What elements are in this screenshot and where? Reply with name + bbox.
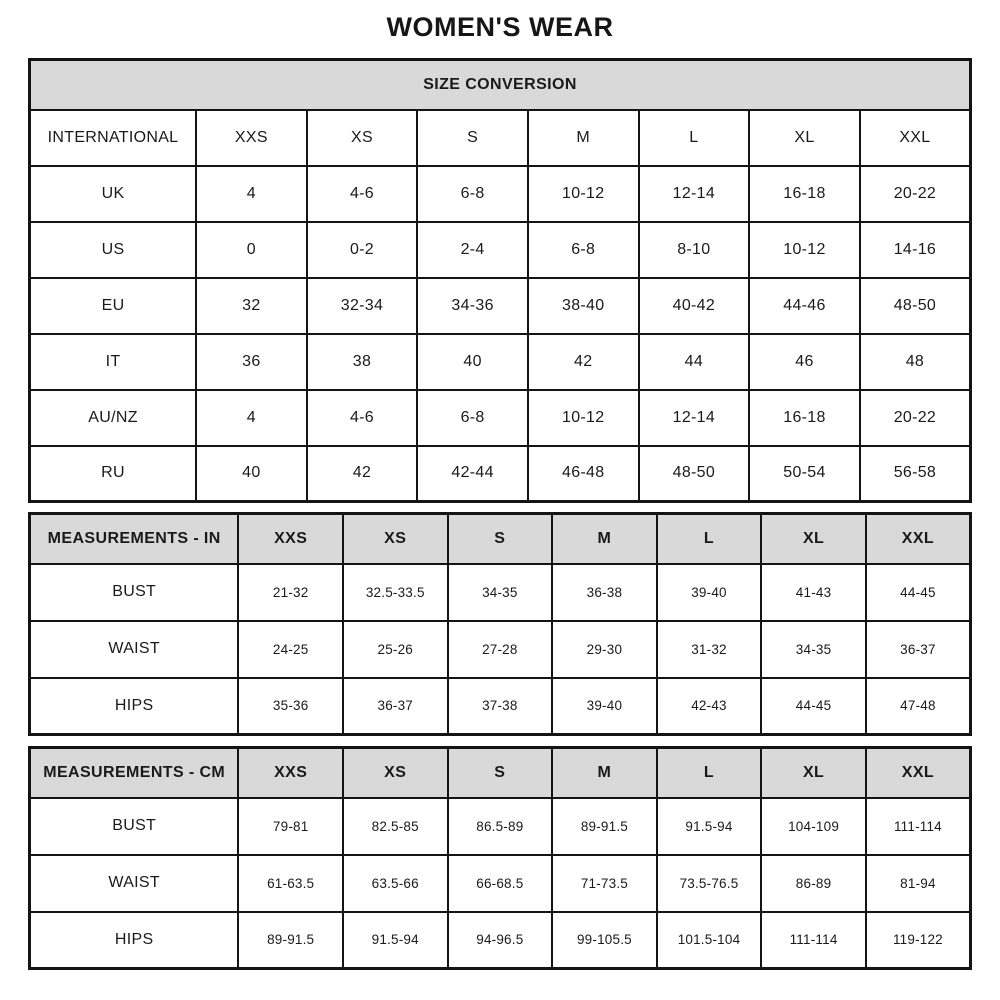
value-cell: 119-122 (866, 912, 971, 969)
value-cell: 0 (196, 222, 307, 278)
value-cell: 25-26 (343, 621, 448, 678)
size-conversion-table (28, 58, 972, 503)
value-cell: 79-81 (238, 798, 343, 855)
measurements-in-title: MEASUREMENTS - IN (30, 514, 239, 564)
value-cell: 94-96.5 (448, 912, 553, 969)
column-header-cell: M (552, 748, 657, 798)
column-header-cell: M (528, 110, 639, 166)
table-row (30, 166, 971, 222)
value-cell: 34-35 (448, 564, 553, 621)
value-cell: 99-105.5 (552, 912, 657, 969)
value-cell: 86.5-89 (448, 798, 553, 855)
size-conversion-title: SIZE CONVERSION (30, 60, 971, 110)
value-cell: 16-18 (749, 390, 860, 446)
column-header-cell: XL (761, 514, 866, 564)
row-label-cell: WAIST (30, 855, 239, 912)
value-cell: 82.5-85 (343, 798, 448, 855)
value-cell: 71-73.5 (552, 855, 657, 912)
value-cell: 63.5-66 (343, 855, 448, 912)
value-cell: 73.5-76.5 (657, 855, 762, 912)
row-label-cell: RU (30, 446, 197, 502)
value-cell: 12-14 (639, 166, 750, 222)
value-cell: 38-40 (528, 278, 639, 334)
value-cell: 14-16 (860, 222, 971, 278)
value-cell: 89-91.5 (238, 912, 343, 969)
row-label-cell: UK (30, 166, 197, 222)
value-cell: 44-46 (749, 278, 860, 334)
measurements-in-table (28, 512, 972, 736)
value-cell: 42 (528, 334, 639, 390)
value-cell: 91.5-94 (343, 912, 448, 969)
row-label-cell: HIPS (30, 912, 239, 969)
table-row (30, 390, 971, 446)
table-row (30, 798, 971, 855)
row-label-cell: BUST (30, 564, 239, 621)
value-cell: 101.5-104 (657, 912, 762, 969)
value-cell: 4 (196, 166, 307, 222)
value-cell: 48-50 (639, 446, 750, 502)
size-conversion-header-row (30, 60, 971, 110)
column-header-cell: XXS (238, 748, 343, 798)
column-header-cell: XS (307, 110, 418, 166)
column-header-cell: XXL (866, 748, 971, 798)
table-row (30, 334, 971, 390)
value-cell: 32.5-33.5 (343, 564, 448, 621)
column-header-cell: XL (749, 110, 860, 166)
value-cell: 6-8 (417, 166, 528, 222)
value-cell: 0-2 (307, 222, 418, 278)
column-header-cell: XS (343, 514, 448, 564)
row-label-cell: US (30, 222, 197, 278)
table-row (30, 855, 971, 912)
value-cell: 48 (860, 334, 971, 390)
value-cell: 81-94 (866, 855, 971, 912)
value-cell: 16-18 (749, 166, 860, 222)
measurements-cm-header-row (30, 748, 971, 798)
value-cell: 39-40 (657, 564, 762, 621)
column-header-cell: XXS (238, 514, 343, 564)
row-label-cell: AU/NZ (30, 390, 197, 446)
value-cell: 20-22 (860, 166, 971, 222)
value-cell: 36-38 (552, 564, 657, 621)
table-row (30, 222, 971, 278)
value-cell: 29-30 (552, 621, 657, 678)
value-cell: 36-37 (866, 621, 971, 678)
row-label-cell: IT (30, 334, 197, 390)
value-cell: 36-37 (343, 678, 448, 735)
value-cell: 21-32 (238, 564, 343, 621)
value-cell: 35-36 (238, 678, 343, 735)
value-cell: 2-4 (417, 222, 528, 278)
value-cell: 40 (417, 334, 528, 390)
value-cell: 12-14 (639, 390, 750, 446)
row-label-cell: EU (30, 278, 197, 334)
value-cell: 34-36 (417, 278, 528, 334)
column-header-cell: S (448, 748, 553, 798)
measurements-in-header-row (30, 514, 971, 564)
value-cell: 44 (639, 334, 750, 390)
value-cell: 42 (307, 446, 418, 502)
measurements-cm-table (28, 746, 972, 970)
column-header-cell: M (552, 514, 657, 564)
value-cell: 44-45 (761, 678, 866, 735)
value-cell: 42-43 (657, 678, 762, 735)
value-cell: 37-38 (448, 678, 553, 735)
value-cell: 86-89 (761, 855, 866, 912)
value-cell: 111-114 (866, 798, 971, 855)
value-cell: 91.5-94 (657, 798, 762, 855)
column-header-cell: S (448, 514, 553, 564)
value-cell: 20-22 (860, 390, 971, 446)
value-cell: 8-10 (639, 222, 750, 278)
value-cell: 56-58 (860, 446, 971, 502)
column-header-cell: XXS (196, 110, 307, 166)
column-header-cell: XXL (860, 110, 971, 166)
value-cell: 42-44 (417, 446, 528, 502)
value-cell: 40 (196, 446, 307, 502)
value-cell: 47-48 (866, 678, 971, 735)
column-header-cell: L (657, 748, 762, 798)
value-cell: 32-34 (307, 278, 418, 334)
value-cell: 36 (196, 334, 307, 390)
value-cell: 31-32 (657, 621, 762, 678)
value-cell: 34-35 (761, 621, 866, 678)
page-title: WOMEN'S WEAR (386, 12, 614, 42)
value-cell: 46-48 (528, 446, 639, 502)
measurements-cm-title: MEASUREMENTS - CM (30, 748, 239, 798)
value-cell: 104-109 (761, 798, 866, 855)
value-cell: 4 (196, 390, 307, 446)
table-row (30, 912, 971, 969)
column-header-cell: XXL (866, 514, 971, 564)
column-header-cell: INTERNATIONAL (30, 110, 197, 166)
value-cell: 48-50 (860, 278, 971, 334)
value-cell: 10-12 (749, 222, 860, 278)
column-header-cell: S (417, 110, 528, 166)
table-row (30, 564, 971, 621)
value-cell: 66-68.5 (448, 855, 553, 912)
value-cell: 46 (749, 334, 860, 390)
table-row (30, 621, 971, 678)
value-cell: 50-54 (749, 446, 860, 502)
table-row (30, 278, 971, 334)
column-header-cell: XL (761, 748, 866, 798)
value-cell: 24-25 (238, 621, 343, 678)
value-cell: 6-8 (528, 222, 639, 278)
row-label-cell: WAIST (30, 621, 239, 678)
column-header-cell: L (639, 110, 750, 166)
value-cell: 32 (196, 278, 307, 334)
column-header-cell: L (657, 514, 762, 564)
value-cell: 39-40 (552, 678, 657, 735)
table-row (30, 446, 971, 502)
value-cell: 44-45 (866, 564, 971, 621)
table-row (30, 678, 971, 735)
value-cell: 10-12 (528, 166, 639, 222)
value-cell: 4-6 (307, 390, 418, 446)
value-cell: 41-43 (761, 564, 866, 621)
value-cell: 89-91.5 (552, 798, 657, 855)
column-header-cell: XS (343, 748, 448, 798)
value-cell: 6-8 (417, 390, 528, 446)
row-label-cell: BUST (30, 798, 239, 855)
value-cell: 61-63.5 (238, 855, 343, 912)
value-cell: 40-42 (639, 278, 750, 334)
value-cell: 111-114 (761, 912, 866, 969)
value-cell: 38 (307, 334, 418, 390)
value-cell: 10-12 (528, 390, 639, 446)
row-label-cell: HIPS (30, 678, 239, 735)
value-cell: 27-28 (448, 621, 553, 678)
value-cell: 4-6 (307, 166, 418, 222)
size-conversion-columns-row (30, 110, 971, 166)
